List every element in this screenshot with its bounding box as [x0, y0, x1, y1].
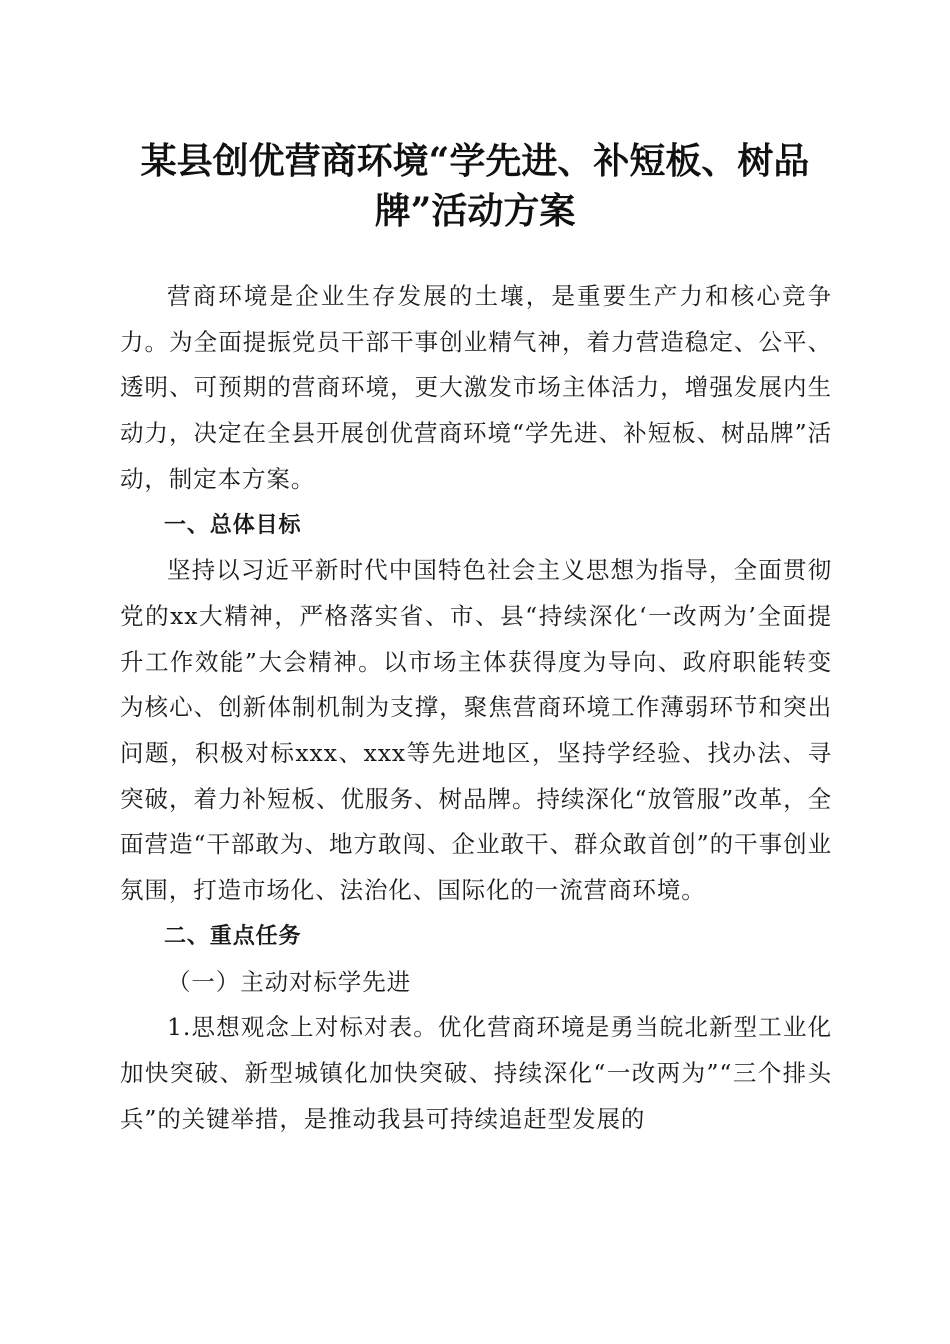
subsection-heading-benchmark: （一）主动对标学先进: [167, 967, 411, 996]
document-title: [100, 136, 850, 236]
task-item-1-paragraph: 1.思想观念上对标对表。优化营商环境是勇当皖北新型工业化加快突破、新型城镇化加快突破、持续深化“一改两为”“三个排头兵”的关键举措，是推动我县可持续追赶型发展的: [120, 1013, 832, 1133]
section-heading-overall-goal: 一、总体目标: [164, 512, 302, 538]
document-body: [120, 274, 832, 1142]
title-line-1: 某县创优营商环境“学先进、补短板、树品: [140, 140, 810, 182]
overall-goal-paragraph: 坚持以习近平新时代中国特色社会主义思想为指导，全面贯彻党的xx大精神，严格落实省、市、县“持续深化‘一改两为’全面提升工作效能”大会精神。以市场主体获得度为导向、政府职能转变为核心、创新体制机制为支撑，聚焦营商环境工作薄弱环节和突出问题，积极对标xxx、xxx等先进地区，坚持学经验、找办法、寻突破，着力补短板、优服务、树品牌。持续深化“放管服”改革，全面营造“干部敢为、地方敢闯、企业敢干、群众敢首创”的干事创业氛围，打造市场化、法治化、国际化的一流营商环境。: [120, 556, 832, 905]
intro-paragraph: 营商环境是企业生存发展的土壤，是重要生产力和核心竞争力。为全面提振党员干部干事创业精气神，着力营造稳定、公平、透明、可预期的营商环境，更大激发市场主体活力，增强发展内生动力，决定在全县开展创优营商环境“学先进、补短板、树品牌”活动，制定本方案。: [120, 282, 832, 493]
title-line-2: 牌”活动方案: [374, 190, 576, 232]
section-heading-key-tasks: 二、重点任务: [164, 923, 302, 949]
